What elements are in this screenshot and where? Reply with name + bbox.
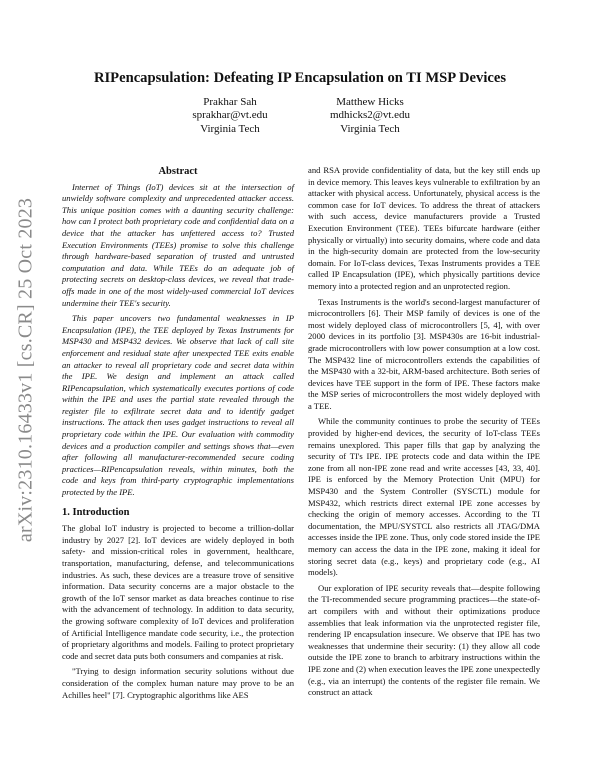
intro-paragraph: The global IoT industry is projected to become a trillion-dollar industry by 2027 [2]. IoT devices are widely deployed in both safety- and mission-critical roles in government, healthcare, transportation, manufacturing, defense, and telecommunications industries. As such, these devices are a treasure trove of sensitive information. Data security concerns are a major obstacle to the growth of the IoT sensor market as data breaches continue to rise with the advancement of technology. In addition to data security, the growing software complexity of IoT devices and proliferation of Artificial Intelligence mandate code security, i.e., the protection of proprietary algorithms and models. Failing to protect proprietary code and secret data puts both consumers and companies at risk. (62, 523, 294, 661)
author-email: sprakhar@vt.edu (192, 109, 268, 122)
arxiv-identifier-stamp (8, 150, 44, 590)
abstract-body (62, 182, 294, 499)
paper-title: RIPencapsulation: Defeating IP Encapsulation on TI MSP Devices (93, 70, 507, 86)
author-affiliation: Virginia Tech (340, 122, 400, 135)
abstract-paragraph: This paper uncovers two fundamental weaknesses in IP Encapsulation (IPE), the TEE deployed by Texas Instruments for MSP430 and MSP432 devices. We observe that lack of call site enforcement and residual state after unexpected TEE exits enable an attacker to reveal all proprietary code and secret data within the IPE. We design and implement an attack called RIPencapsulation, which systematically executes portions of code within the IPE and uses the partial state revealed through the register file to exfiltrate secret data and to identify gadget instructions. The attack then uses gadget instructions to reveal all proprietary code within the IPE. Our evaluation with commodity devices and a production compiler and settings shows that—even after following all manufacturer-recommended secure coding practices—RIPencapsulation reveals, within minutes, both the code and keys from third-party cryptographic implementations protected by the IPE. (62, 313, 294, 498)
arxiv-id: arXiv:2310.16433v1 [cs.CR] 25 Oct 2023 (14, 197, 37, 543)
author-block-2 (290, 96, 450, 136)
right-column (308, 165, 540, 703)
author-email: mdhicks2@vt.edu (329, 109, 411, 122)
body-paragraph: Texas Instruments is the world's second-largest manufacturer of microcontrollers [6]. Their MSP family of devices is one of the most widely deployed class of microcontrollers [5, 4], with over 2000 devices in its portfolio [3]. MSP430s are 16-bit industrial-grade microcontrollers with low power consumption at a low cost. The MSP432 line of microcontrollers extends the capabilities of the MSP430 with a 32-bit, ARM-based architecture. Both series of devices have TEE support in the form of IPE. These factors make the MSP series of microcontrollers the most widely deployed with a TEE. (308, 296, 540, 411)
body-paragraph: and RSA provide confidentiality of data, but the key still ends up in device memory. This leaves keys vulnerable to exfiltration by an attacker with physical access. Unfortunately, physical access is the common case for IoT devices. To address the threat of attackers with such access, device manufacturers provide a Trusted Execution Environment (TEE). TEEs bifurcate hardware (either physically or virtually) into security domains, where code and data in the high-security domain are protected from the low-security domain. For IoT-class devices, Texas Instruments provides a TEE called IP Encapsulation (IPE), which physically partitions device memory into a protected region and an unprotected region. (308, 165, 540, 291)
body-paragraph: While the community continues to probe the security of TEEs provided by higher-end devices, the security of IoT-class TEEs remains unexplored. This paper fills that gap by analyzing the security of TI's IPE. IPE protects code and data within the IPE zone from all non-IPE zone read and write accesses [43, 33, 40]. IPE is enforced by the Memory Protection Unit (MPU) for MSP430 and the System Controller (SYSCTL) module for MSP432, which restricts direct external IPE zone accesses by checking the origin of memory accesses. According to the TI documentation, the MPU/SYSTCL also restricts all JTAG/DMA accesses inside the IPE zone. Thus, only code stored inside the IPE memory can access the data in the IPE zone, making it ideal for storing secret data (e.g., keys) and proprietary code (e.g., AI models). (308, 416, 540, 578)
author-name: Prakhar Sah (203, 96, 257, 108)
abstract-heading: Abstract (158, 166, 198, 177)
abstract-paragraph: Internet of Things (IoT) devices sit at the intersection of unwieldy software complexity and unprecedented attacker access. This unique position comes with a daunting security challenge: how can I protect both proprietary code and confidential data on a device that the attacker has unfettered access to? Trusted Execution Environments (TEEs) promise to solve this challenge through hardware-based separation of trusted and untrusted computation and data. While TEEs do an adequate job of protecting secrets on desktop-class devices, we reveal that trade-offs made in one of the most widely-used commercial IoT devices undermine their TEE's security. (62, 181, 294, 308)
intro-paragraph: "Trying to design information security solutions without due consideration of the complex human nature may prove to be an Achilles heel" [7]. Cryptographic algorithms like AES (62, 666, 294, 700)
author-name: Matthew Hicks (336, 96, 404, 108)
body-paragraph: Our exploration of IPE security reveals that—despite following the TI-recommended secure programming practices—the state-of-art compilers with and without their optimizations produce assemblies that leak information via the unprotected register file, rendering IP encapsulation insecure. We observe that IPE has two weaknesses that undermine their security: (1) they allow all code outside the IPE zone to branch to arbitrary instructions within the IPE zone and (2) when execution leaves the IPE zone unexpectedly (e.g., via an interrupt) the contents of the register file remain. We construct an attack (308, 582, 540, 698)
left-column (62, 166, 294, 705)
author-affiliation: Virginia Tech (200, 122, 260, 135)
section-heading-introduction: 1. Introduction (62, 506, 130, 518)
author-block-1 (150, 96, 310, 136)
